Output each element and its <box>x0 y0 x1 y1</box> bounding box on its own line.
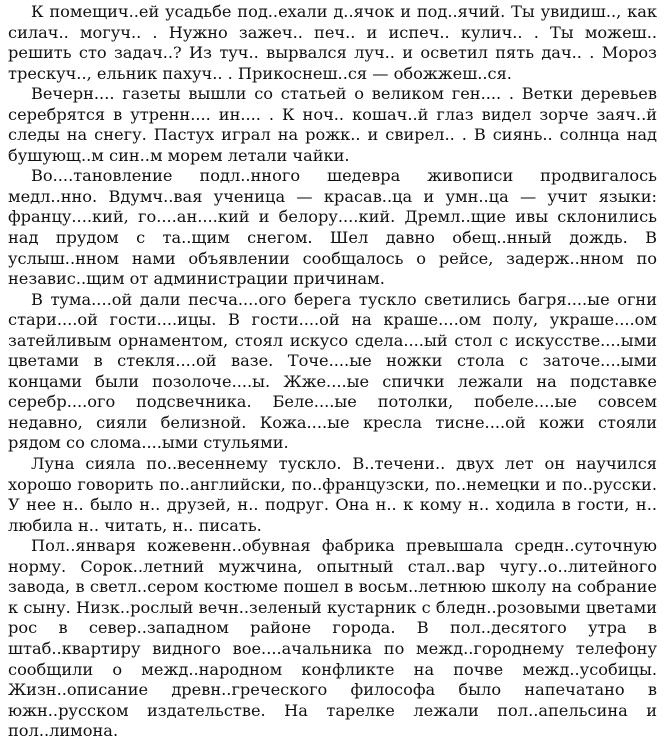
paragraph-5: Луна сияла по..весеннему тускло. В..течени.. двух лет он научился хорошо говорить по..английски, по..французски, по..немецки и по..русски. У нее н.. было н.. друзей, н.. подруг. Она н.. к кому н.. ходила в гости, н.. любила н.. читать, н.. писать. <box>8 454 657 535</box>
paragraph-4: В тума....ой дали песча....ого берега тускло светились багря....ые огни стари....ой гости....ицы. В гости....ой на краше....ом полу, украше....ом затейливым орнаментом, стоял искусо сдела....ый стол с искусстве....ыми цветами в стекля....ой вазе. Точе....ые ножки стола с заточе....ыми концами были позолоче....ы. Жже....ые спички лежали на подставке серебр....ого подсвечника. Беле....ые потолки, побеле....ые совсем недавно, сияли белизной. Кожа....ые кресла тисне....ой кожи стояли рядом со слома....ыми стульями. <box>8 289 657 453</box>
paragraph-1: К помещич..ей усадьбе под..ехали д..ячок и под..ячий. Ты увидиш.., как силач.. могуч.. . Нужно зажеч.. печ.. и испеч.. кулич.. . Ты можеш.. решить сто задач..? Из туч.. вырвался луч.. и осветил пять дач.. . Мороз трескуч.., ельник пахуч.. . Прикоснеш..ся — обожжеш..ся. <box>8 2 657 83</box>
paragraph-3: Во....тановление подл..нного шедевра живописи продвигалось медл..нно. Вдумч..вая ученица — красав..ца и умн..ца — учит языки: францу....кий, го....ан....кий и белору....кий. Дремл..щие ивы склонились над прудом с та..щим снегом. Шел давно обещ..нный дождь. В услыш..нном нами объявлении сообщалось о рейсе, задерж..нном по независ..щим от администрации причинам. <box>8 166 657 289</box>
paragraph-6: Пол..января кожевенн..обувная фабрика превышала средн..суточную норму. Сорок..летний мужчина, опытный стал..вар чугу..о..литейного завода, в светл..сером костюме пошел в восьм..летнюю школу на собрание к сыну. Низк..рослый вечн..зеленый кустарник с бледн..розовыми цветами рос в север..западном районе города. В пол..десятого утра в штаб..квартиру видного вое....ачальника по межд..городнему телефону сообщили о межд..народном конфликте на почве межд..усобицы. Жизн..описание древн..греческого философа было напечатано в южн..русском издательстве. На тарелке лежали пол..апельсина и пол..лимона. <box>8 536 657 741</box>
paragraph-2: Вечерн.... газеты вышли со статьей о великом ген.... . Ветки деревьев серебрятся в утренн.... ин.... . К ноч.. кошач..й глаз видел зорче заяч..й следы на снегу. Пастух играл на рожк.. и свирел.. . В сиянь.. солнца над бушующ..м син..м морем летали чайки. <box>8 84 657 165</box>
